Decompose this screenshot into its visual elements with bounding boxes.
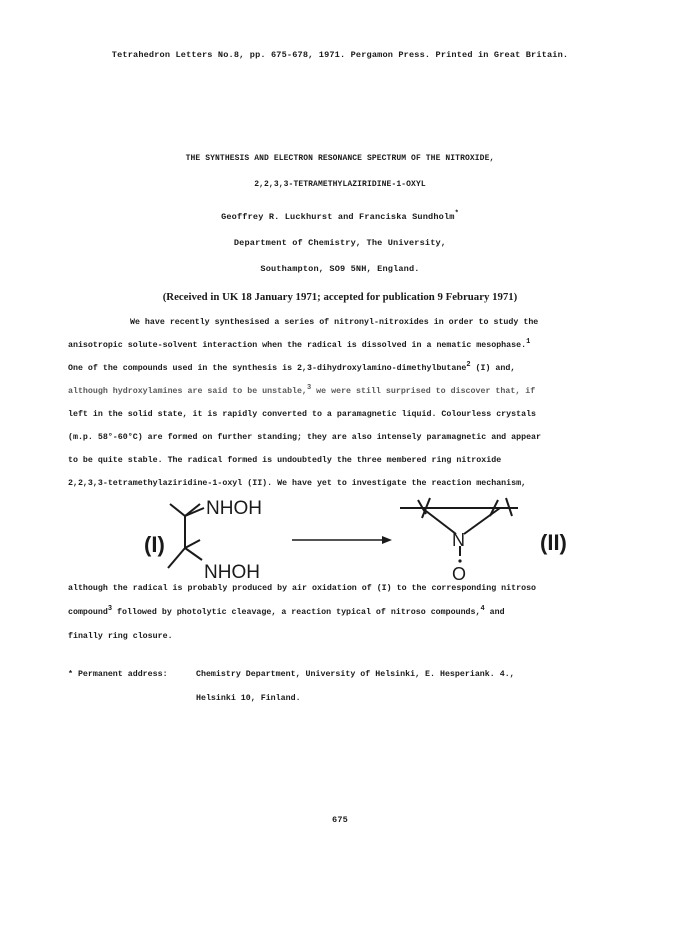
author-footnote-marker: * <box>454 210 459 218</box>
author-names: Geoffrey R. Luckhurst and Franciska Sundholm <box>221 212 455 222</box>
body-line-10-mid: followed by photolytic cleavage, a reaction typical of nitroso compounds, <box>112 608 481 617</box>
citation-ref: 2 <box>466 361 471 369</box>
body-line-10-tail: and <box>484 608 505 617</box>
body-line-7: to be quite stable. The radical formed is undoubtedly the three membered ring nitroxide <box>68 456 502 465</box>
received-line: (Received in UK 18 January 1971; accepted for publication 9 February 1971) <box>162 291 518 303</box>
page-number: 675 <box>332 815 348 825</box>
citation-ref: 3 <box>107 605 113 613</box>
citation-ref: 1 <box>526 338 531 346</box>
reaction-scheme <box>100 496 600 586</box>
radical-dot <box>458 559 461 562</box>
oxygen-atom: O <box>452 564 467 584</box>
body-line-10 <box>68 605 505 617</box>
body-line-11: finally ring closure. <box>68 632 173 641</box>
body-line-3-tail: (I) and, <box>470 364 516 373</box>
body-line-1: We have recently synthesised a series of nitronyl-nitroxides in order to study the <box>130 318 539 327</box>
citation-ref: 4 <box>480 605 485 613</box>
body-line-6: (m.p. 58°-60°C) are formed on further standing; they are also intensely paramagnetic and appear <box>68 433 541 442</box>
compound-label-II: (II) <box>540 530 567 555</box>
author-department: Department of Chemistry, The University, <box>233 238 447 248</box>
body-line-4 <box>68 384 536 396</box>
body-line-8: 2,2,3,3-tetramethylaziridine-1-oxyl (II). We have yet to investigate the reaction mechanism, <box>68 479 527 488</box>
body-line-2-text: anisotropic solute-solvent interaction when the radical is dissolved in a nematic mesophase. <box>68 341 527 350</box>
paper-title-line2: 2,2,3,3-TETRAMETHYLAZIRIDINE-1-OXYL <box>254 180 426 189</box>
body-line-2 <box>68 338 531 350</box>
author-address: Southampton, SO9 5NH, England. <box>260 264 420 274</box>
nitrogen-atom: N <box>452 530 465 550</box>
hydroxylamine-group-bottom: NHOH <box>204 562 260 583</box>
authors <box>0 212 680 222</box>
footnote-address-line2: Helsinki 10, Finland. <box>196 694 301 703</box>
body-line-5: left in the solid state, it is rapidly converted to a paramagnetic liquid. Colourless crystals <box>68 410 537 419</box>
body-line-10-text: compound <box>68 608 108 617</box>
body-line-9: although the radical is probably produced by air oxidation of (I) to the corresponding nitroso <box>68 584 537 593</box>
body-line-3 <box>68 361 516 373</box>
citation-ref: 3 <box>307 384 312 392</box>
compound-label-I: (I) <box>144 532 165 557</box>
body-line-3-text: One of the compounds used in the synthesis is 2,3-dihydroxylamino-dimethylbutane <box>68 364 467 373</box>
hydroxylamine-group-top: NHOH <box>206 498 262 519</box>
body-line-4-tail: we were still surprised to discover that, if <box>311 387 536 396</box>
footnote-marker: * Permanent address: <box>68 670 168 679</box>
journal-citation: Tetrahedron Letters No.8, pp. 675-678, 1971. Pergamon Press. Printed in Great Britain. <box>111 50 569 60</box>
compound-I-structure <box>168 504 204 568</box>
body-line-4-text: although hydroxylamines are said to be unstable, <box>68 387 307 396</box>
reaction-arrow-icon <box>292 536 392 544</box>
footnote-address-line1: Chemistry Department, University of Helsinki, E. Hesperiank. 4., <box>196 670 515 679</box>
paper-title-line1: THE SYNTHESIS AND ELECTRON RESONANCE SPECTRUM OF THE NITROXIDE, <box>185 154 495 163</box>
